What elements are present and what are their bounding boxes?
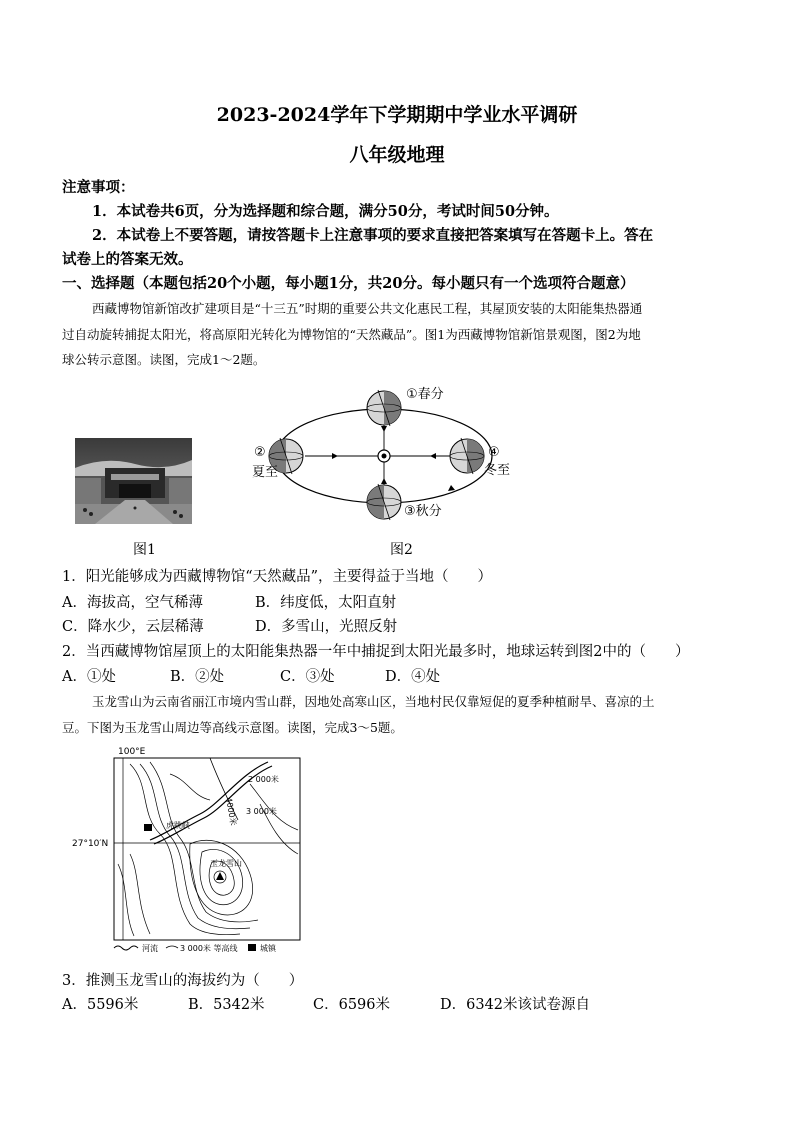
legend-contour-icon	[166, 946, 178, 948]
notes-heading: 注意事项：	[62, 179, 135, 196]
question-3-stem: 3．推测玉龙雪山的海拔约为（ ）	[62, 973, 304, 989]
question-3-option-a: A．5596米	[62, 997, 139, 1013]
legend-contour: 3 000米 等高线	[180, 944, 238, 953]
notes-item-2-line-1: 2．本试卷上不要答题，请按答题卡上注意事项的要求直接把答案填写在答题卡上。答在	[92, 227, 654, 244]
question-3-option-d: D．6342米该试卷源自	[440, 997, 591, 1013]
question-2-option-b: B．②处	[170, 669, 225, 685]
map-longitude-label: 100°E	[118, 747, 146, 757]
peak-icon	[216, 872, 224, 880]
figure-1-museum-photo	[75, 438, 192, 524]
question-1-option-c: C．降水少，云层稀薄	[62, 619, 204, 635]
question-3-option-b: B．5342米	[188, 997, 265, 1013]
legend-town-icon	[248, 944, 256, 951]
legend-river: 河流	[142, 944, 158, 953]
contour-map	[70, 744, 310, 956]
exam-title: 2023-2024学年下学期期中学业水平调研	[216, 104, 578, 126]
label-summer: 夏至	[252, 465, 279, 480]
earth-autumn	[367, 484, 401, 520]
passage-2-line-2: 豆。下图为玉龙雪山周边等高线示意图。读图，完成3～5题。	[62, 720, 403, 735]
figure-2-caption: 图2	[390, 542, 413, 558]
passage-1-line-3: 球公转示意图。读图，完成1～2题。	[62, 352, 266, 367]
notes-item-2-line-2: 试卷上的答案无效。	[62, 251, 193, 268]
question-3-option-c: C．6596米	[313, 997, 390, 1013]
notes-item-1: 1．本试卷共6页，分为选择题和综合题，满分50分，考试时间50分钟。	[92, 203, 559, 220]
contour-label-3000: 3 000米	[246, 807, 277, 816]
earth-winter	[450, 438, 484, 474]
town-icon	[144, 824, 152, 831]
label-winter: 冬至	[484, 463, 511, 478]
place-label-gorge: 虎跳峡	[166, 821, 190, 830]
earth-spring	[367, 390, 401, 426]
legend-river-icon	[114, 946, 138, 950]
exam-subtitle: 八年级地理	[349, 144, 445, 166]
question-1-option-b: B．纬度低，太阳直射	[255, 595, 397, 611]
label-spring: ①春分	[406, 387, 444, 402]
legend-town: 城镇	[260, 944, 276, 953]
contour-label-4000: 4000米	[224, 796, 238, 827]
question-1-option-d: D．多雪山，光照反射	[255, 619, 398, 635]
question-2-stem: 2．当西藏博物馆屋顶上的太阳能集热器一年中捕捉到太阳光最多时，地球运转到图2中的（ ）	[62, 644, 690, 660]
question-1-option-a: A．海拔高，空气稀薄	[62, 595, 203, 611]
figure-1-caption: 图1	[133, 542, 156, 558]
question-1-stem: 1．阳光能够成为西藏博物馆“天然藏品”，主要得益于当地（ ）	[62, 569, 493, 585]
figure-2-earth-orbit-diagram	[250, 378, 525, 533]
passage-2-line-1: 玉龙雪山为云南省丽江市境内雪山群，因地处高寒山区，当地村民仅靠短促的夏季种植耐旱、喜凉的土	[92, 694, 655, 709]
contour-label-2000: 2 000米	[248, 775, 279, 784]
question-2-option-a: A．①处	[62, 669, 116, 685]
label-winter-number: ④	[488, 445, 500, 460]
label-autumn: ③秋分	[404, 504, 442, 519]
place-label-jade-dragon: 玉龙雪山	[210, 859, 242, 868]
passage-1-line-2: 过自动旋转捕捉太阳光，将高原阳光转化为博物馆的“天然藏品”。图1为西藏博物馆新馆景观图，图2为地	[62, 327, 641, 342]
section-1-heading: 一、选择题（本题包括20个小题，每小题1分，共20分。每小题只有一个选项符合题意）	[62, 275, 635, 292]
question-2-option-d: D．④处	[385, 669, 441, 685]
map-latitude-label: 27°10′N	[72, 839, 109, 849]
passage-1-line-1: 西藏博物馆新馆改扩建项目是“十三五”时期的重要公共文化惠民工程，其屋顶安装的太阳能集热器通	[92, 301, 643, 316]
question-2-option-c: C．③处	[280, 669, 335, 685]
label-summer-number: ②	[254, 445, 266, 460]
